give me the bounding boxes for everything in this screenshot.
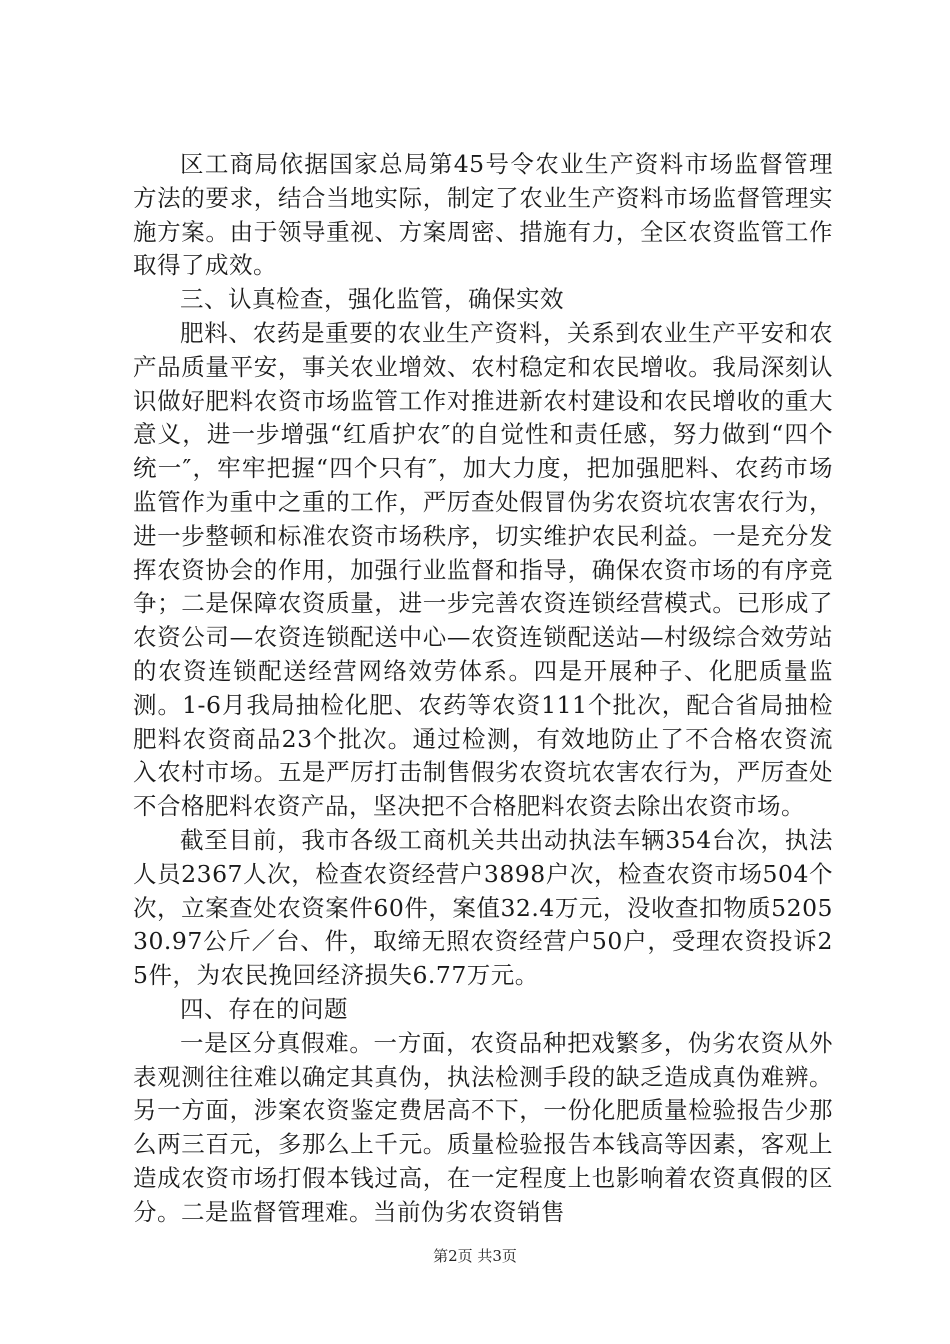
paragraph-fertilizer: 肥料、农药是重要的农业生产资料，关系到农业生产平安和农产品质量平安，事关农业增效、农村稳定和农民增收。我局深刻认识做好肥料农资市场监管工作对推进新农村建设和农民增收的重大意义，进一步增强“红盾护农″的自觉性和责任感，努力做到“四个统一″，牢牢把握“四个只有″，加大力度，把加强肥料、农药市场监管作为重中之重的工作，严厉查处假冒伪劣农资坑农害农行为，进一步整顿和标准农资市场秩序，切实维护农民利益。一是充分发挥农资协会的作用，加强行业监督和指导，确保农资市场的有序竞争；二是保障农资质量，进一步完善农资连锁经营模式。已形成了农资公司—农资连锁配送中心—农资连锁配送站—村级综合效劳站的农资连锁配送经营网络效劳体系。四是开展种子、化肥质量监测。1-6月我局抽检化肥、农药等农资111个批次，配合省局抽检肥料农资商品23个批次。通过检测，有效地防止了不合格农资流入农村市场。五是严厉打击制售假劣农资坑农害农行为，严厉查处不合格肥料农资产品，坚决把不合格肥料农资去除出农资市场。 — [133, 318, 833, 821]
paragraph-intro: 区工商局依据国家总局第45号令农业生产资料市场监督管理方法的要求，结合当地实际，制定了农业生产资料市场监督管理实施方案。由于领导重视、方案周密、措施有力，全区农资监管工作取得了成效。 — [133, 150, 833, 280]
paragraph-problems: 一是区分真假难。一方面，农资品种把戏繁多，伪劣农资从外表观测往往难以确定其真伪，执法检测手段的缺乏造成真伪难辨。另一方面，涉案农资鉴定费居高不下，一份化肥质量检验报告少那么两三百元，多那么上千元。质量检验报告本钱高等因素，客观上造成农资市场打假本钱过高，在一定程度上也影响着农资真假的区分。二是监督管理难。当前伪劣农资销售 — [133, 1028, 833, 1226]
paragraph-statistics: 截至目前，我市各级工商机关共出动执法车辆354台次，执法人员2367人次，检查农资经营户3898户次，检查农资市场504个次，立案查处农资案件60件，案值32.4万元，没收查扣物质520530.97公斤／台、件，取缔无照农资经营户50户，受理农资投诉25件，为农民挽回经济损失6.77万元。 — [133, 825, 833, 990]
document-body — [133, 148, 833, 1230]
section-heading-3: 三、认真检查，强化监管，确保实效 — [180, 285, 564, 314]
page-footer: 第2页 共3页 — [433, 1247, 517, 1265]
section-heading-4: 四、存在的问题 — [180, 994, 348, 1023]
